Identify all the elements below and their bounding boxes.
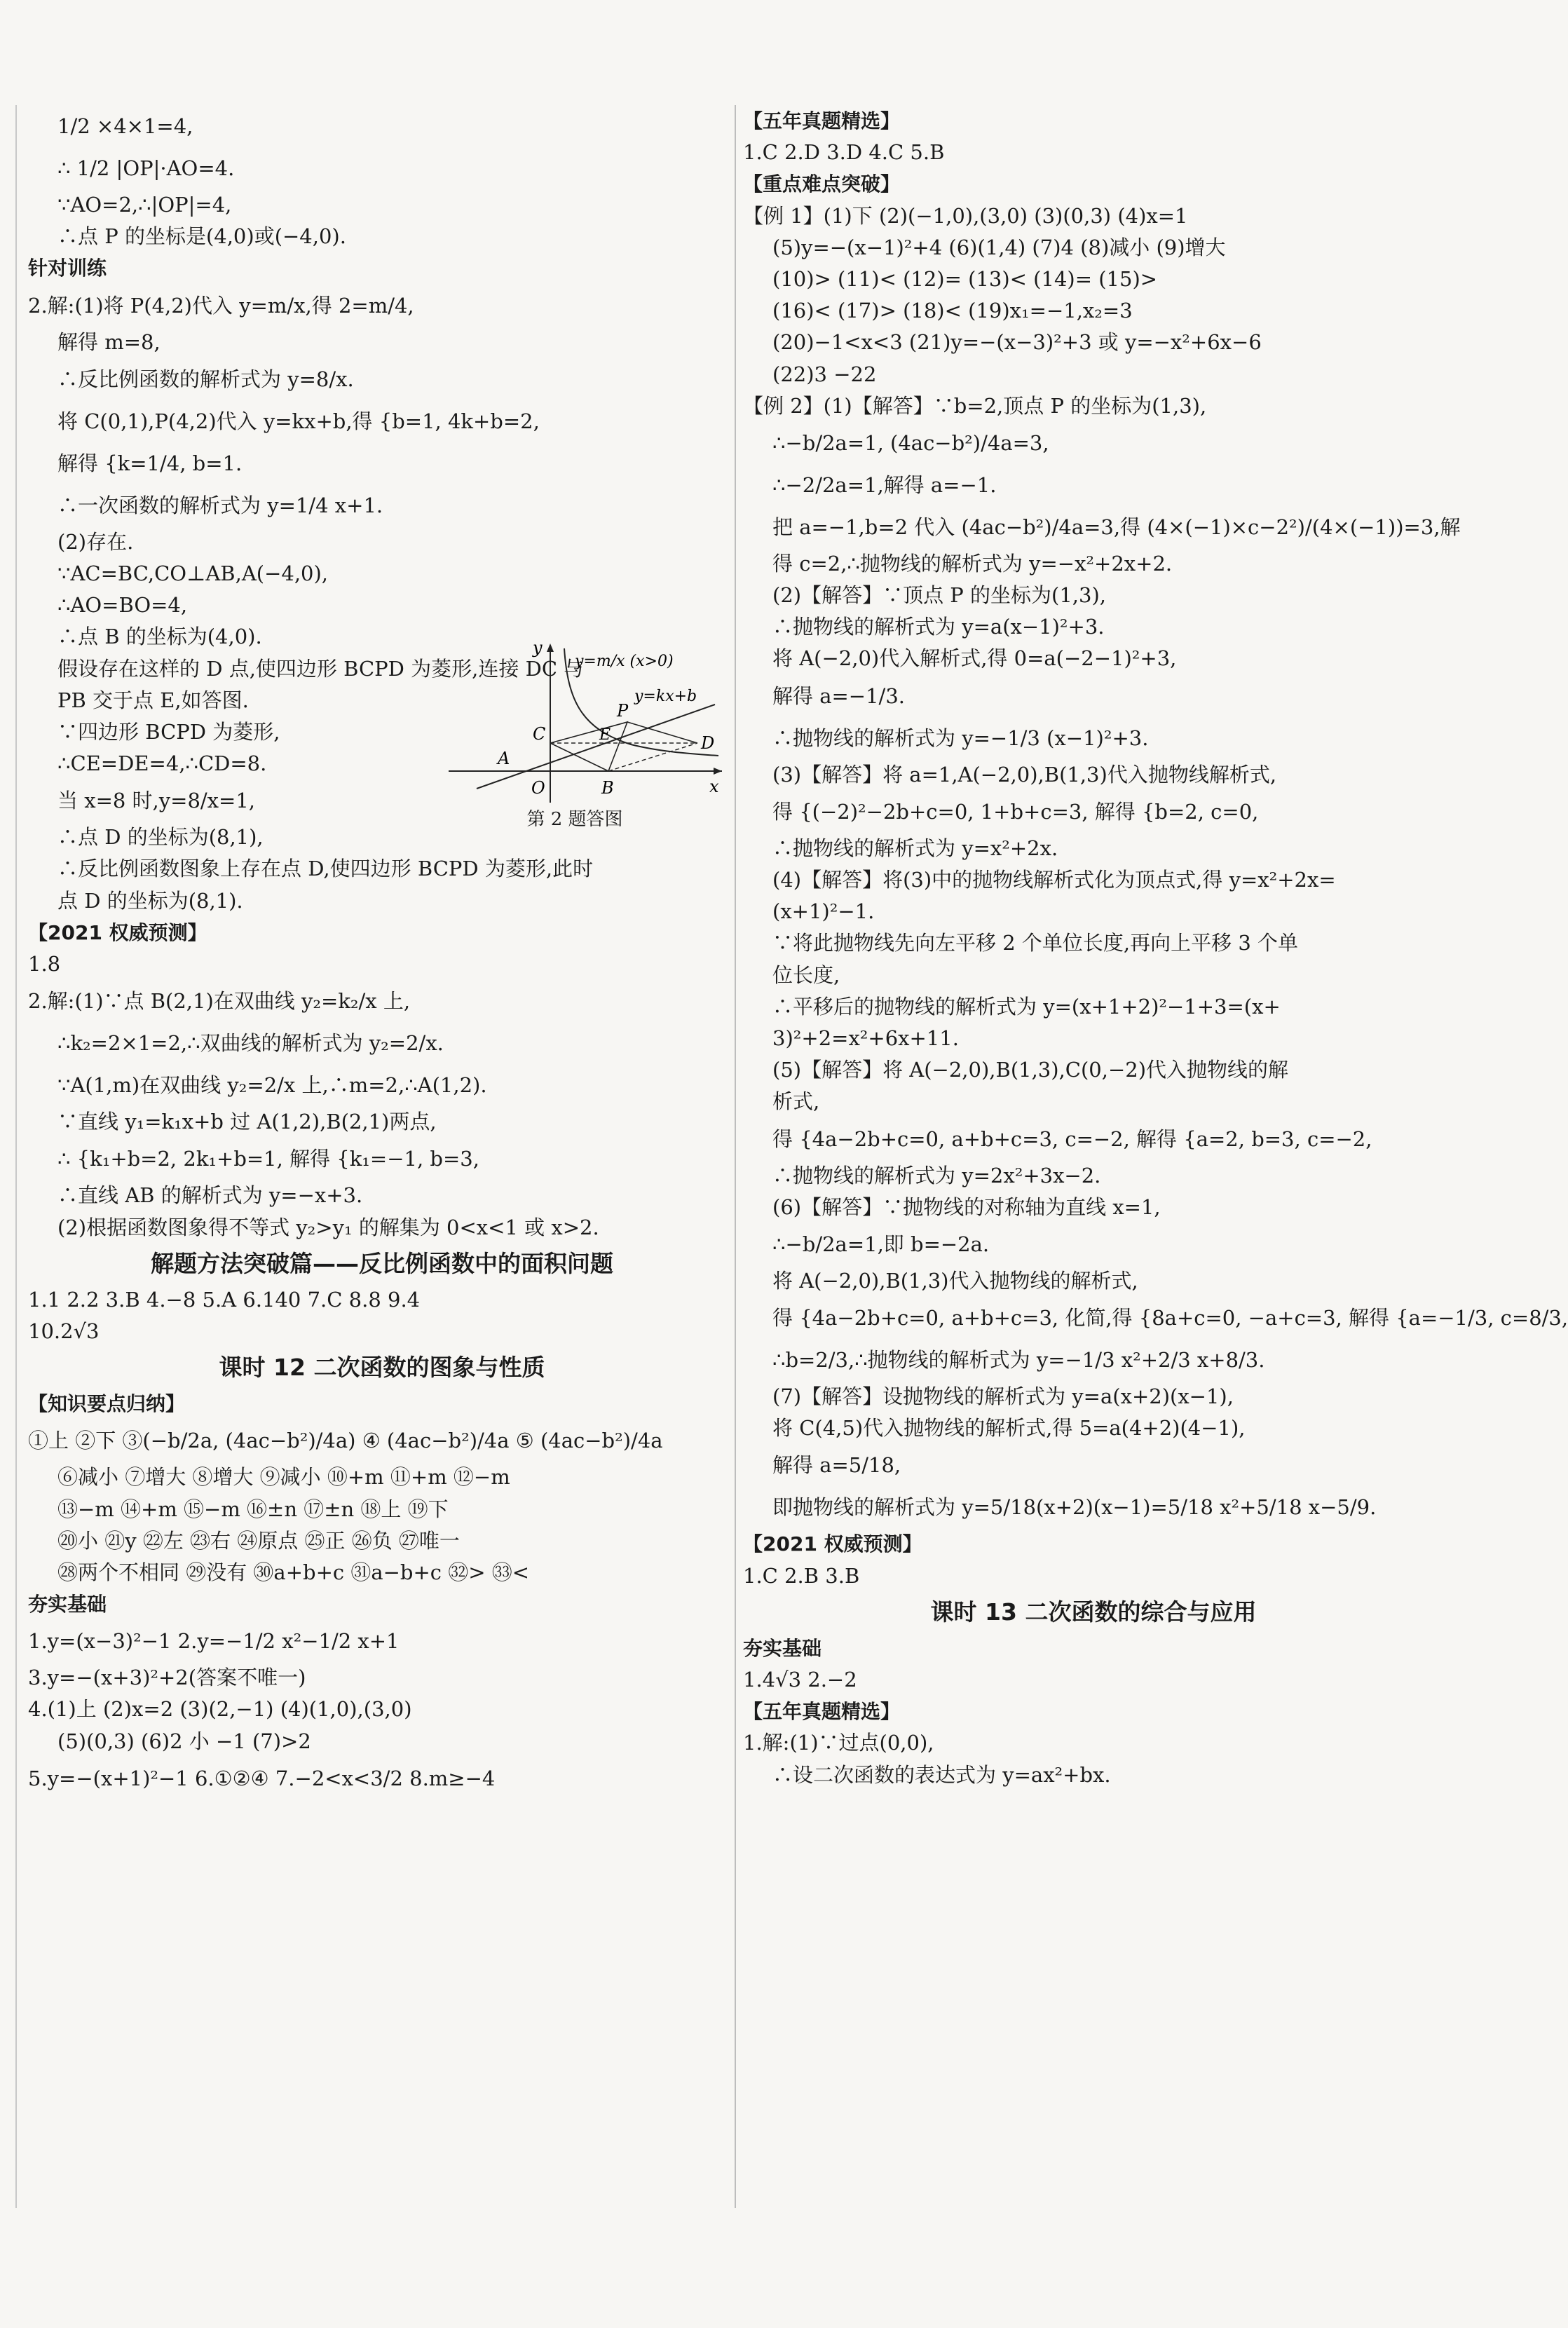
left-line: ∴点 D 的坐标为(8,1),	[57, 825, 264, 850]
right-line: 1.C 2.D 3.D 4.C 5.B	[743, 140, 945, 165]
right-line: 将 A(−2,0)代入解析式,得 0=a(−2−1)²+3,	[772, 646, 1177, 671]
left-line: ⑳小 ㉑y ㉒左 ㉓右 ㉔原点 ㉕正 ㉖负 ㉗唯一	[57, 1528, 460, 1553]
left-line: ①上 ②下 ③(−b/2a, (4ac−b²)/4a) ④ (4ac−b²)/4a ⑤ (4ac−b²)/4a	[28, 1429, 663, 1453]
left-line: 1.1 2.2 3.B 4.−8 5.A 6.140 7.C 8.8 9.4	[28, 1287, 421, 1312]
y-axis-arrow	[547, 644, 554, 652]
left-line: ∴CE=DE=4,∴CD=8.	[57, 751, 267, 776]
right-line: ∴抛物线的解析式为 y=2x²+3x−2.	[772, 1163, 1101, 1187]
left-line: ∴点 B 的坐标为(4,0).	[57, 625, 262, 649]
right-line: (5)【解答】将 A(−2,0),B(1,3),C(0,−2)代入抛物线的解	[772, 1058, 1289, 1082]
right-line: 【例 1】(1)下 (2)(−1,0),(3,0) (3)(0,3) (4)x=1	[743, 203, 1188, 228]
right-line: ∴−2/2a=1,解得 a=−1.	[772, 472, 997, 497]
right-line: (2)【解答】∵顶点 P 的坐标为(1,3),	[772, 583, 1106, 608]
right-line: 把 a=−1,b=2 代入 (4ac−b²)/4a=3,得 (4×(−1)×c−2²)/(4×(−1))=3,解	[772, 515, 1461, 539]
right-line: (22)3 −22	[772, 362, 877, 386]
line-kx-b	[477, 704, 715, 789]
left-line: PB 交于点 E,如答图.	[57, 688, 249, 712]
right-line: 即抛物线的解析式为 y=5/18(x+2)(x−1)=5/18 x²+5/18 x−5/9.	[772, 1495, 1377, 1520]
line-label: y=kx+b	[634, 688, 697, 705]
left-line: ⑥减小 ⑦增大 ⑧增大 ⑨减小 ⑩+m ⑪+m ⑫−m	[57, 1465, 510, 1490]
right-line: (7)【解答】设抛物线的解析式为 y=a(x+2)(x−1),	[772, 1384, 1234, 1409]
left-line: ∴ {k₁+b=2, 2k₁+b=1, 解得 {k₁=−1, b=3,	[57, 1147, 479, 1171]
rhombus-edges	[550, 722, 627, 771]
left-line: 解得 {k=1/4, b=1.	[57, 451, 243, 475]
edge-pd	[627, 722, 697, 743]
right-line: (16)< (17)> (18)< (19)x₁=−1,x₂=3	[772, 299, 1133, 323]
right-line: ∴b=2/3,∴抛物线的解析式为 y=−1/3 x²+2/3 x+8/3.	[772, 1348, 1265, 1373]
right-line: (10)> (11)< (12)= (13)< (14)= (15)>	[772, 266, 1158, 291]
right-line: 3)²+2=x²+6x+11.	[772, 1026, 959, 1050]
left-line: ∴反比例函数的解析式为 y=8/x.	[57, 367, 354, 391]
right-line: 解得 a=5/18,	[772, 1453, 901, 1478]
left-line: 5.y=−(x+1)²−1 6.①②④ 7.−2<x<3/2 8.m≥−4	[28, 1766, 496, 1790]
left-line: 【2021 权威预测】	[28, 920, 207, 944]
x-axis-arrow	[714, 768, 722, 775]
right-line: (4)【解答】将(3)中的抛物线解析式化为顶点式,得 y=x²+2x=	[772, 868, 1336, 892]
right-line: 得 c=2,∴抛物线的解析式为 y=−x²+2x+2.	[772, 551, 1173, 576]
left-line: 针对训练	[28, 257, 107, 280]
right-line: (20)−1<x<3 (21)y=−(x−3)²+3 或 y=−x²+6x−6	[772, 330, 1262, 355]
left-line: 2.解:(1)∵点 B(2,1)在双曲线 y₂=k₂/x 上,	[28, 989, 411, 1014]
right-line: 1.4√3 2.−2	[743, 1668, 857, 1691]
right-line: (3)【解答】将 a=1,A(−2,0),B(1,3)代入抛物线解析式,	[772, 762, 1277, 787]
left-line: 当 x=8 时,y=8/x=1,	[57, 789, 255, 813]
right-line: 解得 a=−1/3.	[772, 683, 905, 708]
right-line: 析式,	[772, 1089, 820, 1114]
left-line: (2)根据函数图象得不等式 y₂>y₁ 的解集为 0<x<1 或 x>2.	[57, 1215, 599, 1239]
left-line: 点 D 的坐标为(8,1).	[57, 888, 243, 913]
right-column	[743, 105, 1568, 1791]
point-a: A	[498, 749, 510, 768]
point-d: D	[701, 733, 715, 753]
left-line: (5)(0,3) (6)2 小 −1 (7)>2	[57, 1729, 311, 1753]
left-line: ∴一次函数的解析式为 y=1/4 x+1.	[57, 493, 383, 517]
left-line: ∴ 1/2 |OP|·AO=4.	[57, 156, 235, 180]
right-line: 夯实基础	[743, 1636, 822, 1660]
right-line: 【2021 权威预测】	[743, 1532, 922, 1556]
left-line: ∵AO=2,∴|OP|=4,	[57, 193, 232, 217]
right-line: 得 {4a−2b+c=0, a+b+c=3, c=−2, 解得 {a=2, b=3, c=−2,	[772, 1126, 1372, 1151]
right-line: 【五年真题精选】	[743, 109, 901, 132]
left-line: 2.解:(1)将 P(4,2)代入 y=m/x,得 2=m/4,	[28, 293, 414, 318]
left-line: ∵四边形 BCPD 为菱形,	[57, 719, 280, 744]
right-line: ∴平移后的抛物线的解析式为 y=(x+1+2)²−1+3=(x+	[772, 994, 1281, 1019]
left-line: ∵AC=BC,CO⊥AB,A(−4,0),	[57, 561, 329, 585]
right-line: 1.C 2.B 3.B	[743, 1563, 860, 1588]
right-line: ∴−b/2a=1, (4ac−b²)/4a=3,	[772, 430, 1049, 455]
left-line: ⑬−m ⑭+m ⑮−m ⑯±n ⑰±n ⑱上 ⑲下	[57, 1497, 449, 1521]
right-line: 得 {4a−2b+c=0, a+b+c=3, 化简,得 {8a+c=0, −a+c=3, 解得 {a=−1/3, c=8/3,	[772, 1306, 1568, 1330]
left-line: 夯实基础	[28, 1593, 107, 1616]
figure-svg	[449, 638, 729, 806]
left-line: ∴k₂=2×1=2,∴双曲线的解析式为 y₂=2/x.	[57, 1031, 444, 1056]
left-line: ∴AO=BO=4,	[57, 593, 188, 618]
left-line: 1/2 ×4×1=4,	[57, 114, 193, 138]
left-line: 4.(1)上 (2)x=2 (3)(2,−1) (4)(1,0),(3,0)	[28, 1697, 412, 1722]
right-line: ∴设二次函数的表达式为 y=ax²+bx.	[772, 1762, 1111, 1787]
left-line: ∴直线 AB 的解析式为 y=−x+3.	[57, 1183, 363, 1208]
left-line: ∵直线 y₁=k₁x+b 过 A(1,2),B(2,1)两点,	[57, 1110, 437, 1134]
left-line: 1.8	[28, 952, 61, 976]
left-line: 【知识要点归纳】	[28, 1392, 186, 1416]
right-line: 位长度,	[772, 962, 840, 987]
right-line: 将 A(−2,0),B(1,3)代入抛物线的解析式,	[772, 1268, 1138, 1293]
left-line: 将 C(0,1),P(4,2)代入 y=kx+b,得 {b=1, 4k+b=2,	[57, 409, 540, 433]
y-label: y	[533, 638, 543, 658]
right-line: ∴抛物线的解析式为 y=x²+2x.	[772, 836, 1058, 860]
edge-bd	[608, 743, 697, 771]
right-line: ∴抛物线的解析式为 y=a(x−1)²+3.	[772, 615, 1105, 639]
point-b: B	[601, 778, 614, 798]
left-line: 3.y=−(x+3)²+2(答案不唯一)	[28, 1666, 306, 1690]
left-line: ∴反比例函数图象上存在点 D,使四边形 BCPD 为菱形,此时	[57, 857, 594, 881]
right-line: ∵将此抛物线先向左平移 2 个单位长度,再向上平移 3 个单	[772, 931, 1298, 955]
right-line: 1.解:(1)∵过点(0,0),	[743, 1731, 934, 1755]
right-line: (5)y=−(x−1)²+4 (6)(1,4) (7)4 (8)减小 (9)增大	[772, 235, 1226, 259]
right-line: (x+1)²−1.	[772, 899, 875, 924]
right-line: 【重点难点突破】	[743, 172, 901, 196]
curve-label: y=m/x (x>0)	[575, 653, 674, 670]
right-line: 【例 2】(1)【解答】∵b=2,顶点 P 的坐标为(1,3),	[743, 393, 1207, 418]
figure-caption: 第 2 题答图	[526, 809, 623, 830]
left-line: 10.2√3	[28, 1319, 100, 1343]
point-e: E	[599, 726, 611, 744]
left-line: (2)存在.	[57, 529, 134, 554]
right-line: ∴−b/2a=1,即 b=−2a.	[772, 1232, 990, 1256]
point-c: C	[533, 724, 546, 744]
left-line: 解得 m=8,	[57, 329, 161, 354]
left-line: ∵A(1,m)在双曲线 y₂=2/x 上,∴m=2,∴A(1,2).	[57, 1073, 487, 1098]
right-line: 得 {(−2)²−2b+c=0, 1+b+c=3, 解得 {b=2, c=0,	[772, 799, 1259, 824]
left-margin-rule	[15, 105, 17, 2208]
left-column	[28, 105, 736, 1799]
right-line: 【五年真题精选】	[743, 1700, 901, 1724]
left-line: 解题方法突破篇——反比例函数中的面积问题	[151, 1249, 613, 1277]
right-line: (6)【解答】∵抛物线的对称轴为直线 x=1,	[772, 1194, 1161, 1219]
x-label: x	[709, 777, 719, 796]
right-line: ∴抛物线的解析式为 y=−1/3 (x−1)²+3.	[772, 726, 1149, 750]
left-line: 假设存在这样的 D 点,使四边形 BCPD 为菱形,连接 DC 与	[57, 656, 585, 681]
right-line: 将 C(4,5)代入抛物线的解析式,得 5=a(4+2)(4−1),	[772, 1416, 1246, 1441]
right-line: 课时 13 二次函数的综合与应用	[930, 1598, 1257, 1626]
left-line: ㉘两个不相同 ㉙没有 ㉚a+b+c ㉛a−b+c ㉜> ㉝<	[57, 1560, 530, 1584]
left-line: 1.y=(x−3)²−1 2.y=−1/2 x²−1/2 x+1	[28, 1629, 400, 1654]
answer-figure-2	[449, 638, 729, 820]
point-o: O	[531, 778, 545, 798]
point-p: P	[617, 701, 629, 721]
left-line: 课时 12 二次函数的图象与性质	[219, 1354, 545, 1382]
left-line: ∴点 P 的坐标是(4,0)或(−4,0).	[57, 224, 346, 249]
